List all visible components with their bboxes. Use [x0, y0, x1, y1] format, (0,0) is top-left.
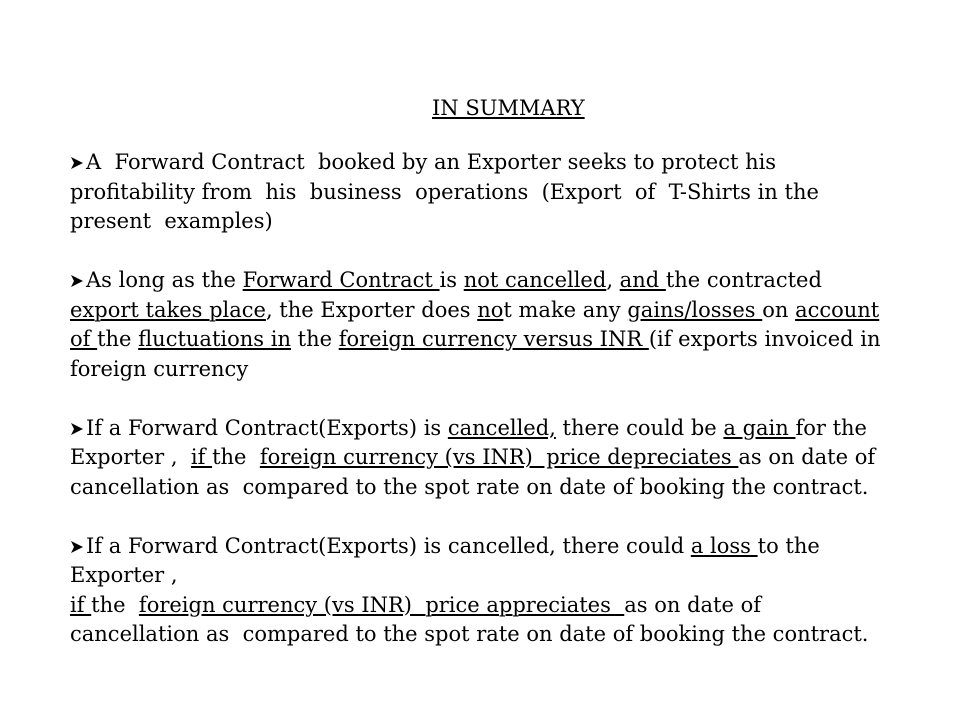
text-segment: is — [439, 268, 464, 292]
text-segment: profitability from his business operations (Export of T-Shirts in the — [70, 179, 819, 204]
underlined-text: Forward Contract — [242, 268, 440, 292]
underlined-text: a loss — [690, 533, 758, 558]
underlined-text: a gain — [723, 415, 796, 440]
bullet-item — [70, 532, 920, 650]
text-line — [70, 561, 920, 591]
text-segment: Exporter , — [70, 445, 191, 469]
text-segment: to the — [757, 533, 820, 558]
underlined-text: if — [190, 445, 213, 469]
text-line — [70, 591, 920, 621]
underlined-text: export takes place — [70, 297, 266, 322]
text-segment: , — [606, 268, 620, 292]
underlined-text: account — [795, 297, 880, 322]
text-segment: cancellation as compared to the spot rate on date of booking the contract. — [70, 622, 869, 646]
text-line — [70, 355, 920, 385]
text-segment: for the — [795, 415, 867, 440]
text-line — [70, 178, 920, 208]
underlined-text: and — [619, 268, 666, 292]
text-line — [70, 620, 920, 650]
text-segment: there could be — [555, 415, 724, 440]
arrow-bullet-icon — [70, 422, 84, 436]
bullet-item — [70, 148, 920, 237]
text-line — [70, 532, 920, 562]
underlined-text: foreign currency (vs INR) price appreciates — [138, 592, 625, 617]
text-line — [70, 148, 920, 178]
text-line — [70, 296, 920, 326]
underlined-text: no — [477, 297, 504, 322]
arrow-bullet-icon — [70, 274, 84, 288]
underlined-text: gains/losses — [627, 297, 763, 322]
text-segment: on — [762, 297, 796, 322]
text-segment: the contracted — [665, 268, 822, 292]
text-line — [70, 414, 920, 444]
text-segment: the — [290, 327, 339, 351]
text-segment: If a Forward Contract(Exports) is cancelled, there could — [86, 533, 691, 558]
underlined-text: fluctuations in — [138, 327, 291, 351]
text-line — [70, 325, 920, 355]
text-segment: present examples) — [70, 209, 273, 233]
text-segment: the — [97, 327, 139, 351]
arrow-bullet-icon — [70, 156, 84, 170]
text-segment: cancellation as compared to the spot rate on date of booking the contract. — [70, 474, 869, 499]
text-line — [70, 473, 920, 503]
text-segment: foreign currency — [70, 356, 249, 381]
bullet-item — [70, 266, 920, 384]
bullet-list — [70, 148, 920, 650]
arrow-bullet-icon — [70, 540, 84, 554]
text-line — [70, 443, 920, 473]
text-segment: the — [212, 445, 260, 469]
bullet-item — [70, 414, 920, 503]
text-segment: A Forward Contract booked by an Exporter seeks to protect his — [86, 150, 777, 174]
text-segment: (if exports invoiced in — [648, 327, 881, 351]
text-segment: Exporter , — [70, 563, 178, 587]
page-title: IN SUMMARY — [432, 96, 585, 120]
text-segment: as on date of — [738, 445, 876, 469]
underlined-text: foreign currency (vs INR) price depreciates — [259, 445, 739, 469]
underlined-text: foreign currency versus INR — [338, 327, 649, 351]
text-segment: the — [91, 592, 139, 617]
text-segment: t make any — [503, 297, 628, 322]
underlined-text: if — [70, 592, 92, 617]
text-segment: , the Exporter does — [265, 297, 478, 322]
underlined-text: cancelled, — [447, 415, 556, 440]
underlined-text: of — [70, 327, 98, 351]
text-segment: As long as the — [86, 268, 243, 292]
text-segment: as on date of — [624, 592, 761, 617]
underlined-text: not cancelled — [463, 268, 607, 292]
text-segment: If a Forward Contract(Exports) is — [86, 415, 448, 440]
text-line — [70, 266, 920, 296]
text-line — [70, 207, 920, 237]
